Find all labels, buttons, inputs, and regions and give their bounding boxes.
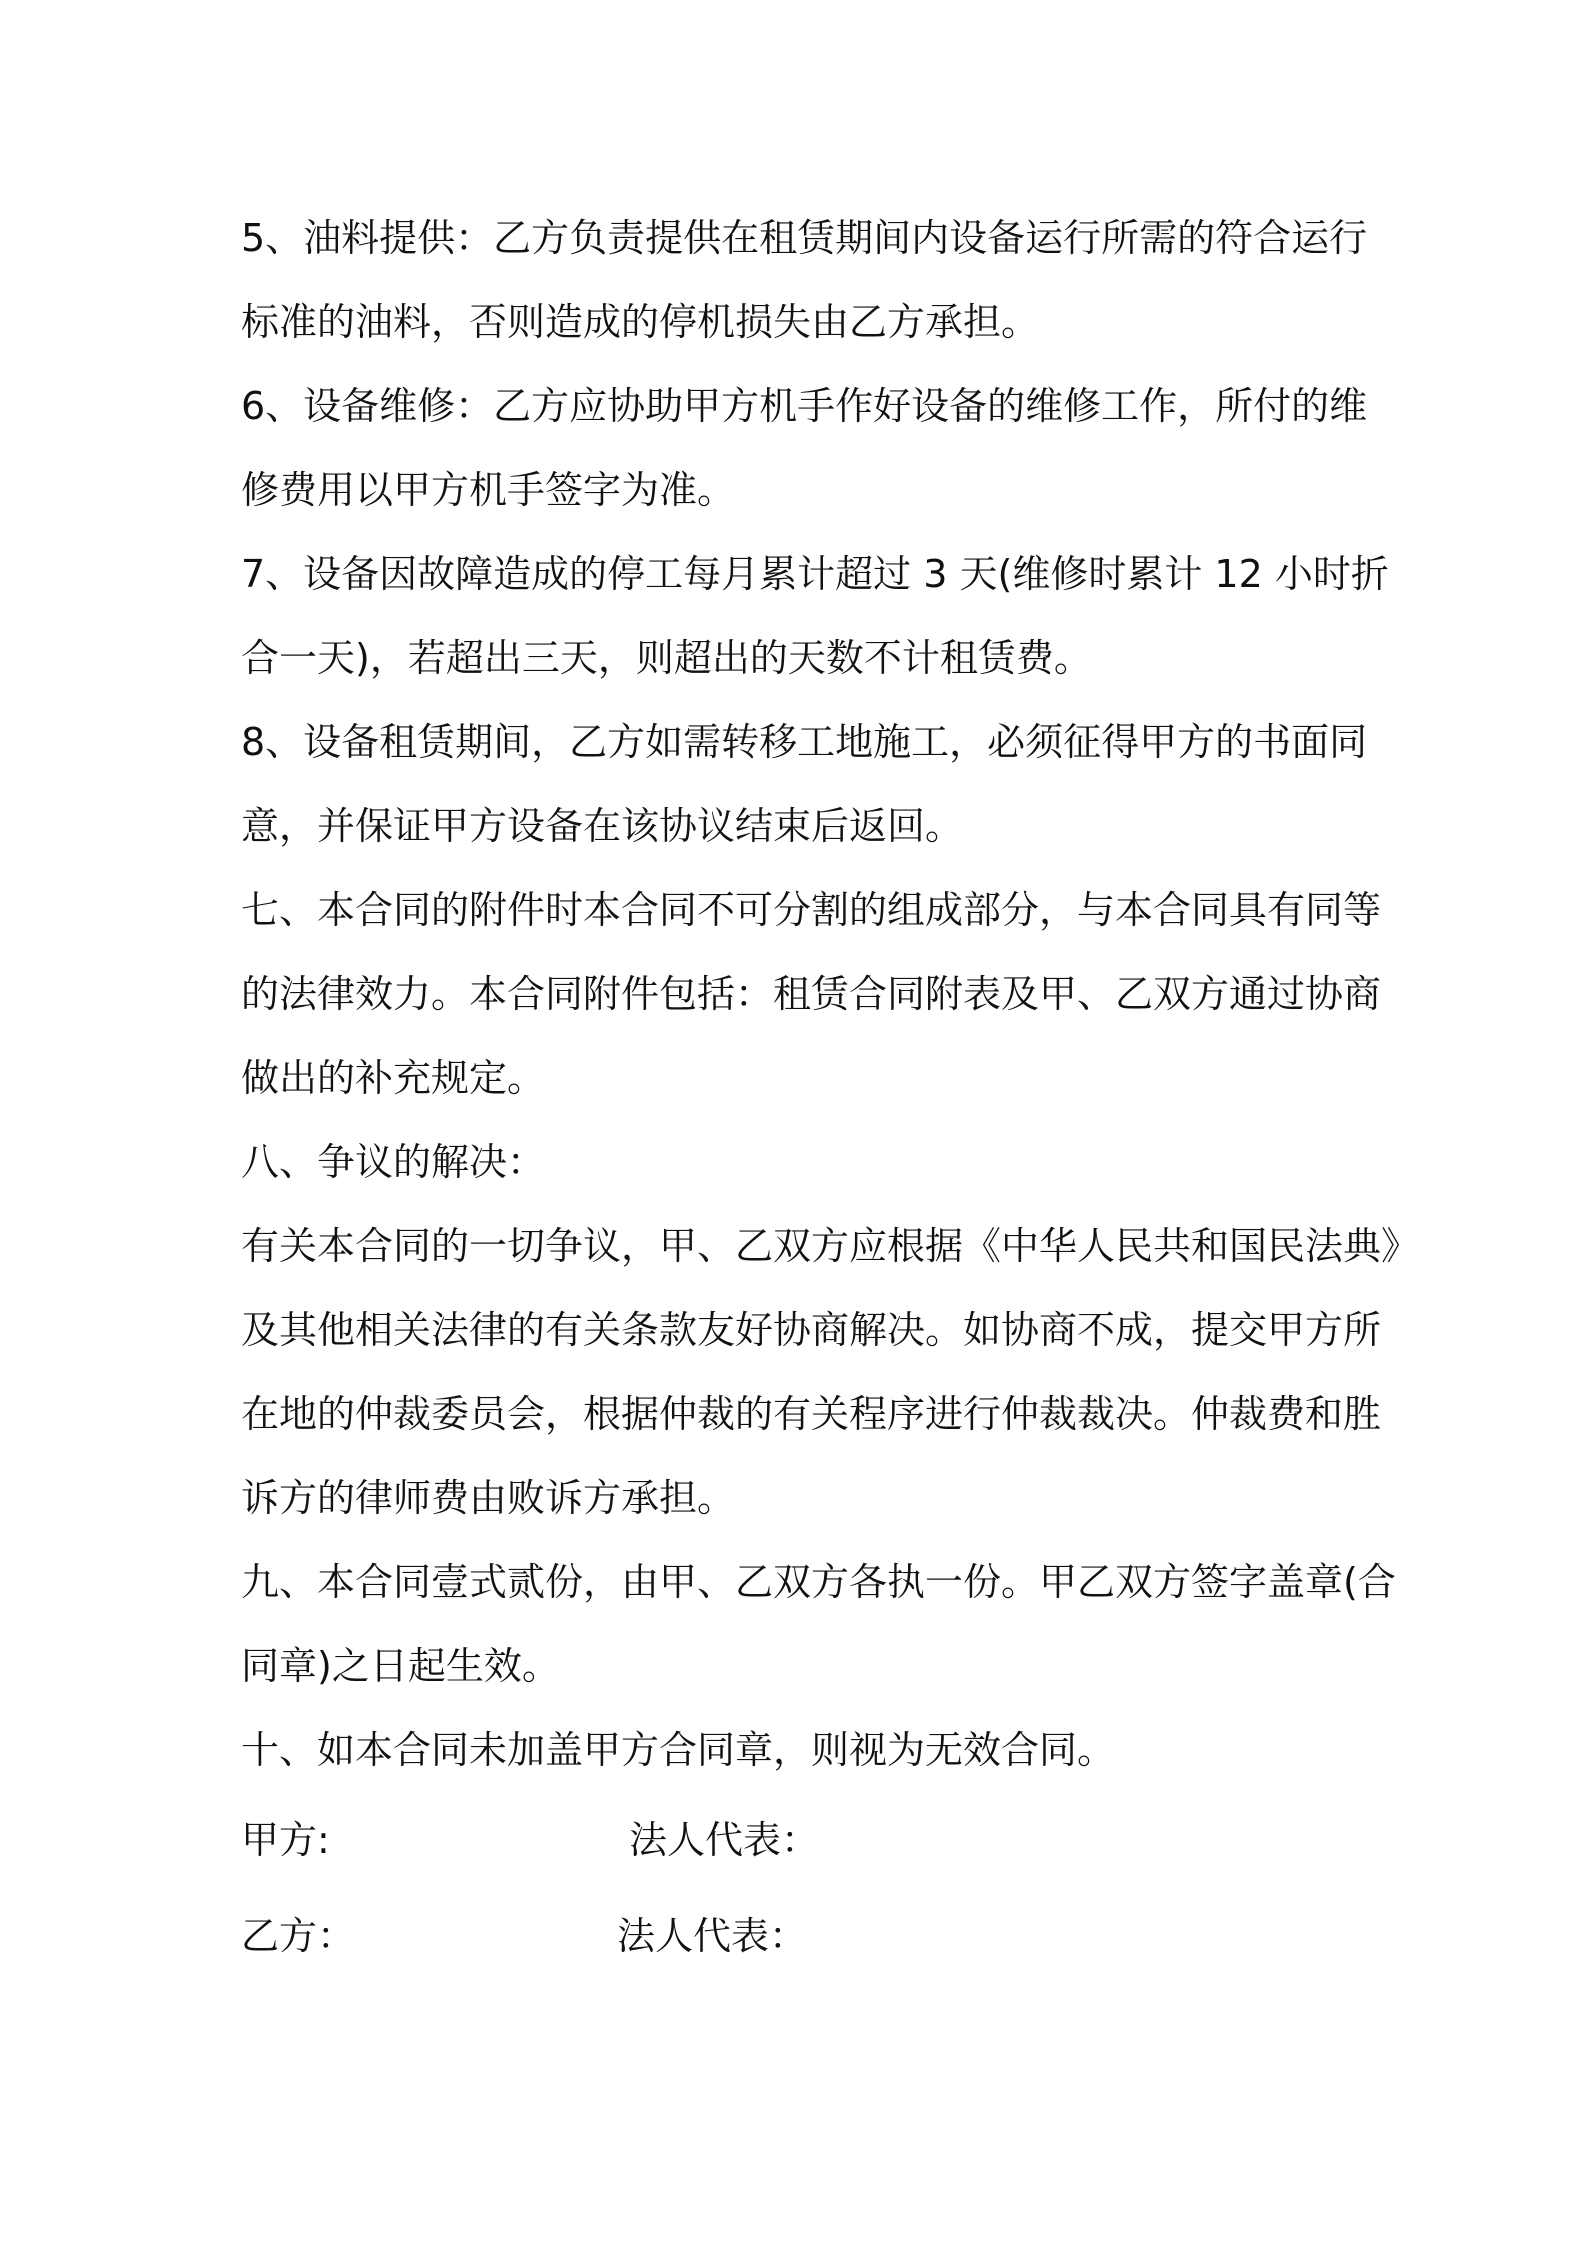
party-a-label: 甲方: [241, 1818, 330, 1862]
text-line: 5、油料提供：乙方负责提供在租赁期间内设备运行所需的符合运行 [241, 216, 1368, 260]
party-a-rep-label: 法人代表： [629, 1818, 820, 1862]
text-line: 做出的补充规定。 [241, 1056, 546, 1100]
text-line: 有关本合同的一切争议，甲、乙双方应根据《中华人民共和国民法典》 [241, 1224, 1420, 1268]
text-line: 6、设备维修：乙方应协助甲方机手作好设备的维修工作，所付的维 [241, 384, 1368, 428]
text-line: 诉方的律师费由败诉方承担。 [241, 1476, 736, 1520]
text-line: 同章)之日起生效。 [241, 1644, 560, 1688]
party-a-row [241, 1792, 1361, 1888]
signature-block [241, 1792, 1361, 1984]
text-line: 及其他相关法律的有关条款友好协商解决。如协商不成，提交甲方所 [241, 1308, 1382, 1352]
text-line: 8、设备租赁期间，乙方如需转移工地施工，必须征得甲方的书面同 [241, 720, 1368, 764]
text-line: 修费用以甲方机手签字为准。 [241, 468, 736, 512]
text-line: 七、本合同的附件时本合同不可分割的组成部分，与本合同具有同等 [241, 888, 1382, 932]
text-line: 意，并保证甲方设备在该协议结束后返回。 [241, 804, 964, 848]
text-line: 十、如本合同未加盖甲方合同章，则视为无效合同。 [241, 1728, 1116, 1772]
text-line: 标准的油料，否则造成的停机损失由乙方承担。 [241, 300, 1040, 344]
party-b-rep-label: 法人代表： [617, 1914, 808, 1958]
party-b-label: 乙方： [241, 1914, 356, 1958]
text-line: 7、设备因故障造成的停工每月累计超过 3 天(维修时累计 12 小时折 [241, 552, 1389, 596]
text-line: 九、本合同壹式贰份，由甲、乙双方各执一份。甲乙双方签字盖章(合 [241, 1560, 1396, 1604]
text-line: 的法律效力。本合同附件包括：租赁合同附表及甲、乙双方通过协商 [241, 972, 1382, 1016]
party-b-row [241, 1888, 1361, 1984]
text-line: 合一天)，若超出三天，则超出的天数不计租赁费。 [241, 636, 1092, 680]
text-line: 在地的仲裁委员会，根据仲裁的有关程序进行仲裁裁决。仲裁费和胜 [241, 1392, 1382, 1436]
section-heading: 八、争议的解决： [241, 1140, 546, 1184]
document-body [241, 196, 1420, 1984]
